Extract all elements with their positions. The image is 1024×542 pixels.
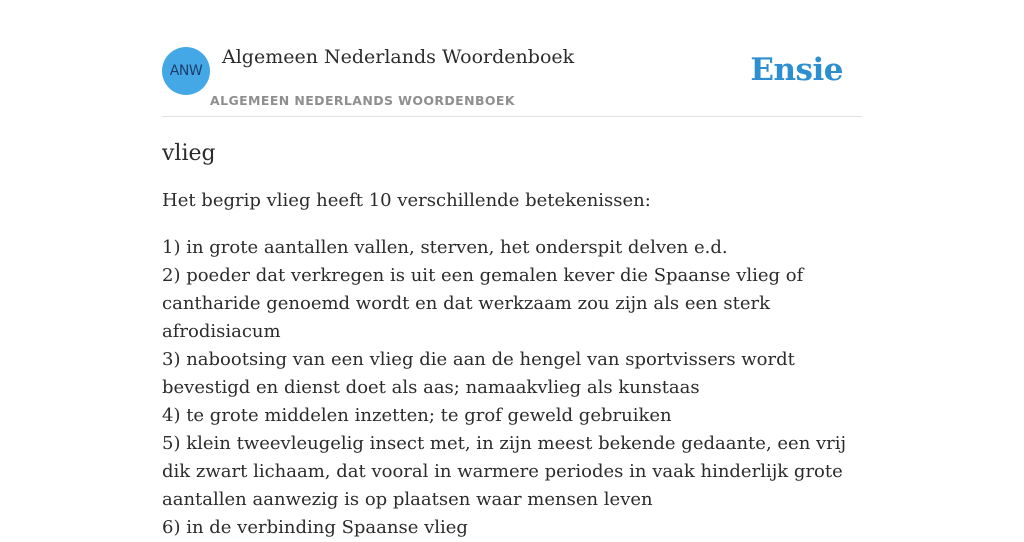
page-title: vlieg (162, 141, 216, 166)
main-content (162, 136, 862, 542)
brand-logo-link[interactable]: Ensie (750, 52, 843, 88)
list-item: 4) te grote middelen inzetten; te grof geweld gebruiken (162, 405, 672, 426)
header (162, 0, 862, 117)
intro-text: Het begrip vlieg heeft 10 verschillende betekenissen: (162, 190, 651, 211)
list-item: 3) nabootsing van een vlieg die aan de hengel van sportvissers wordt bevestigd en dienst doet als aas; namaakvlieg als kunstaas (162, 349, 795, 398)
meanings-list (162, 234, 862, 542)
avatar-text: ANW (169, 63, 203, 79)
site-title[interactable]: Algemeen Nederlands Woordenboek (222, 46, 575, 68)
list-item: 2) poeder dat verkregen is uit een gemalen kever die Spaanse vlieg of cantharide genoemd wordt en dat werkzaam zou zijn als een sterk afrodisiacum (162, 265, 804, 342)
list-item: 6) in de verbinding Spaanse vlieg (162, 517, 468, 538)
avatar[interactable] (162, 47, 210, 95)
site-subtitle: ALGEMEEN NEDERLANDS WOORDENBOEK (210, 93, 515, 108)
list-item: 1) in grote aantallen vallen, sterven, het onderspit delven e.d. (162, 237, 728, 258)
list-item: 5) klein tweevleugelig insect met, in zijn meest bekende gedaante, een vrij dik zwart lichaam, dat vooral in warmere periodes in vaak hinderlijk grote aantallen aanwezig is op plaatsen waar mensen leven (162, 433, 847, 510)
